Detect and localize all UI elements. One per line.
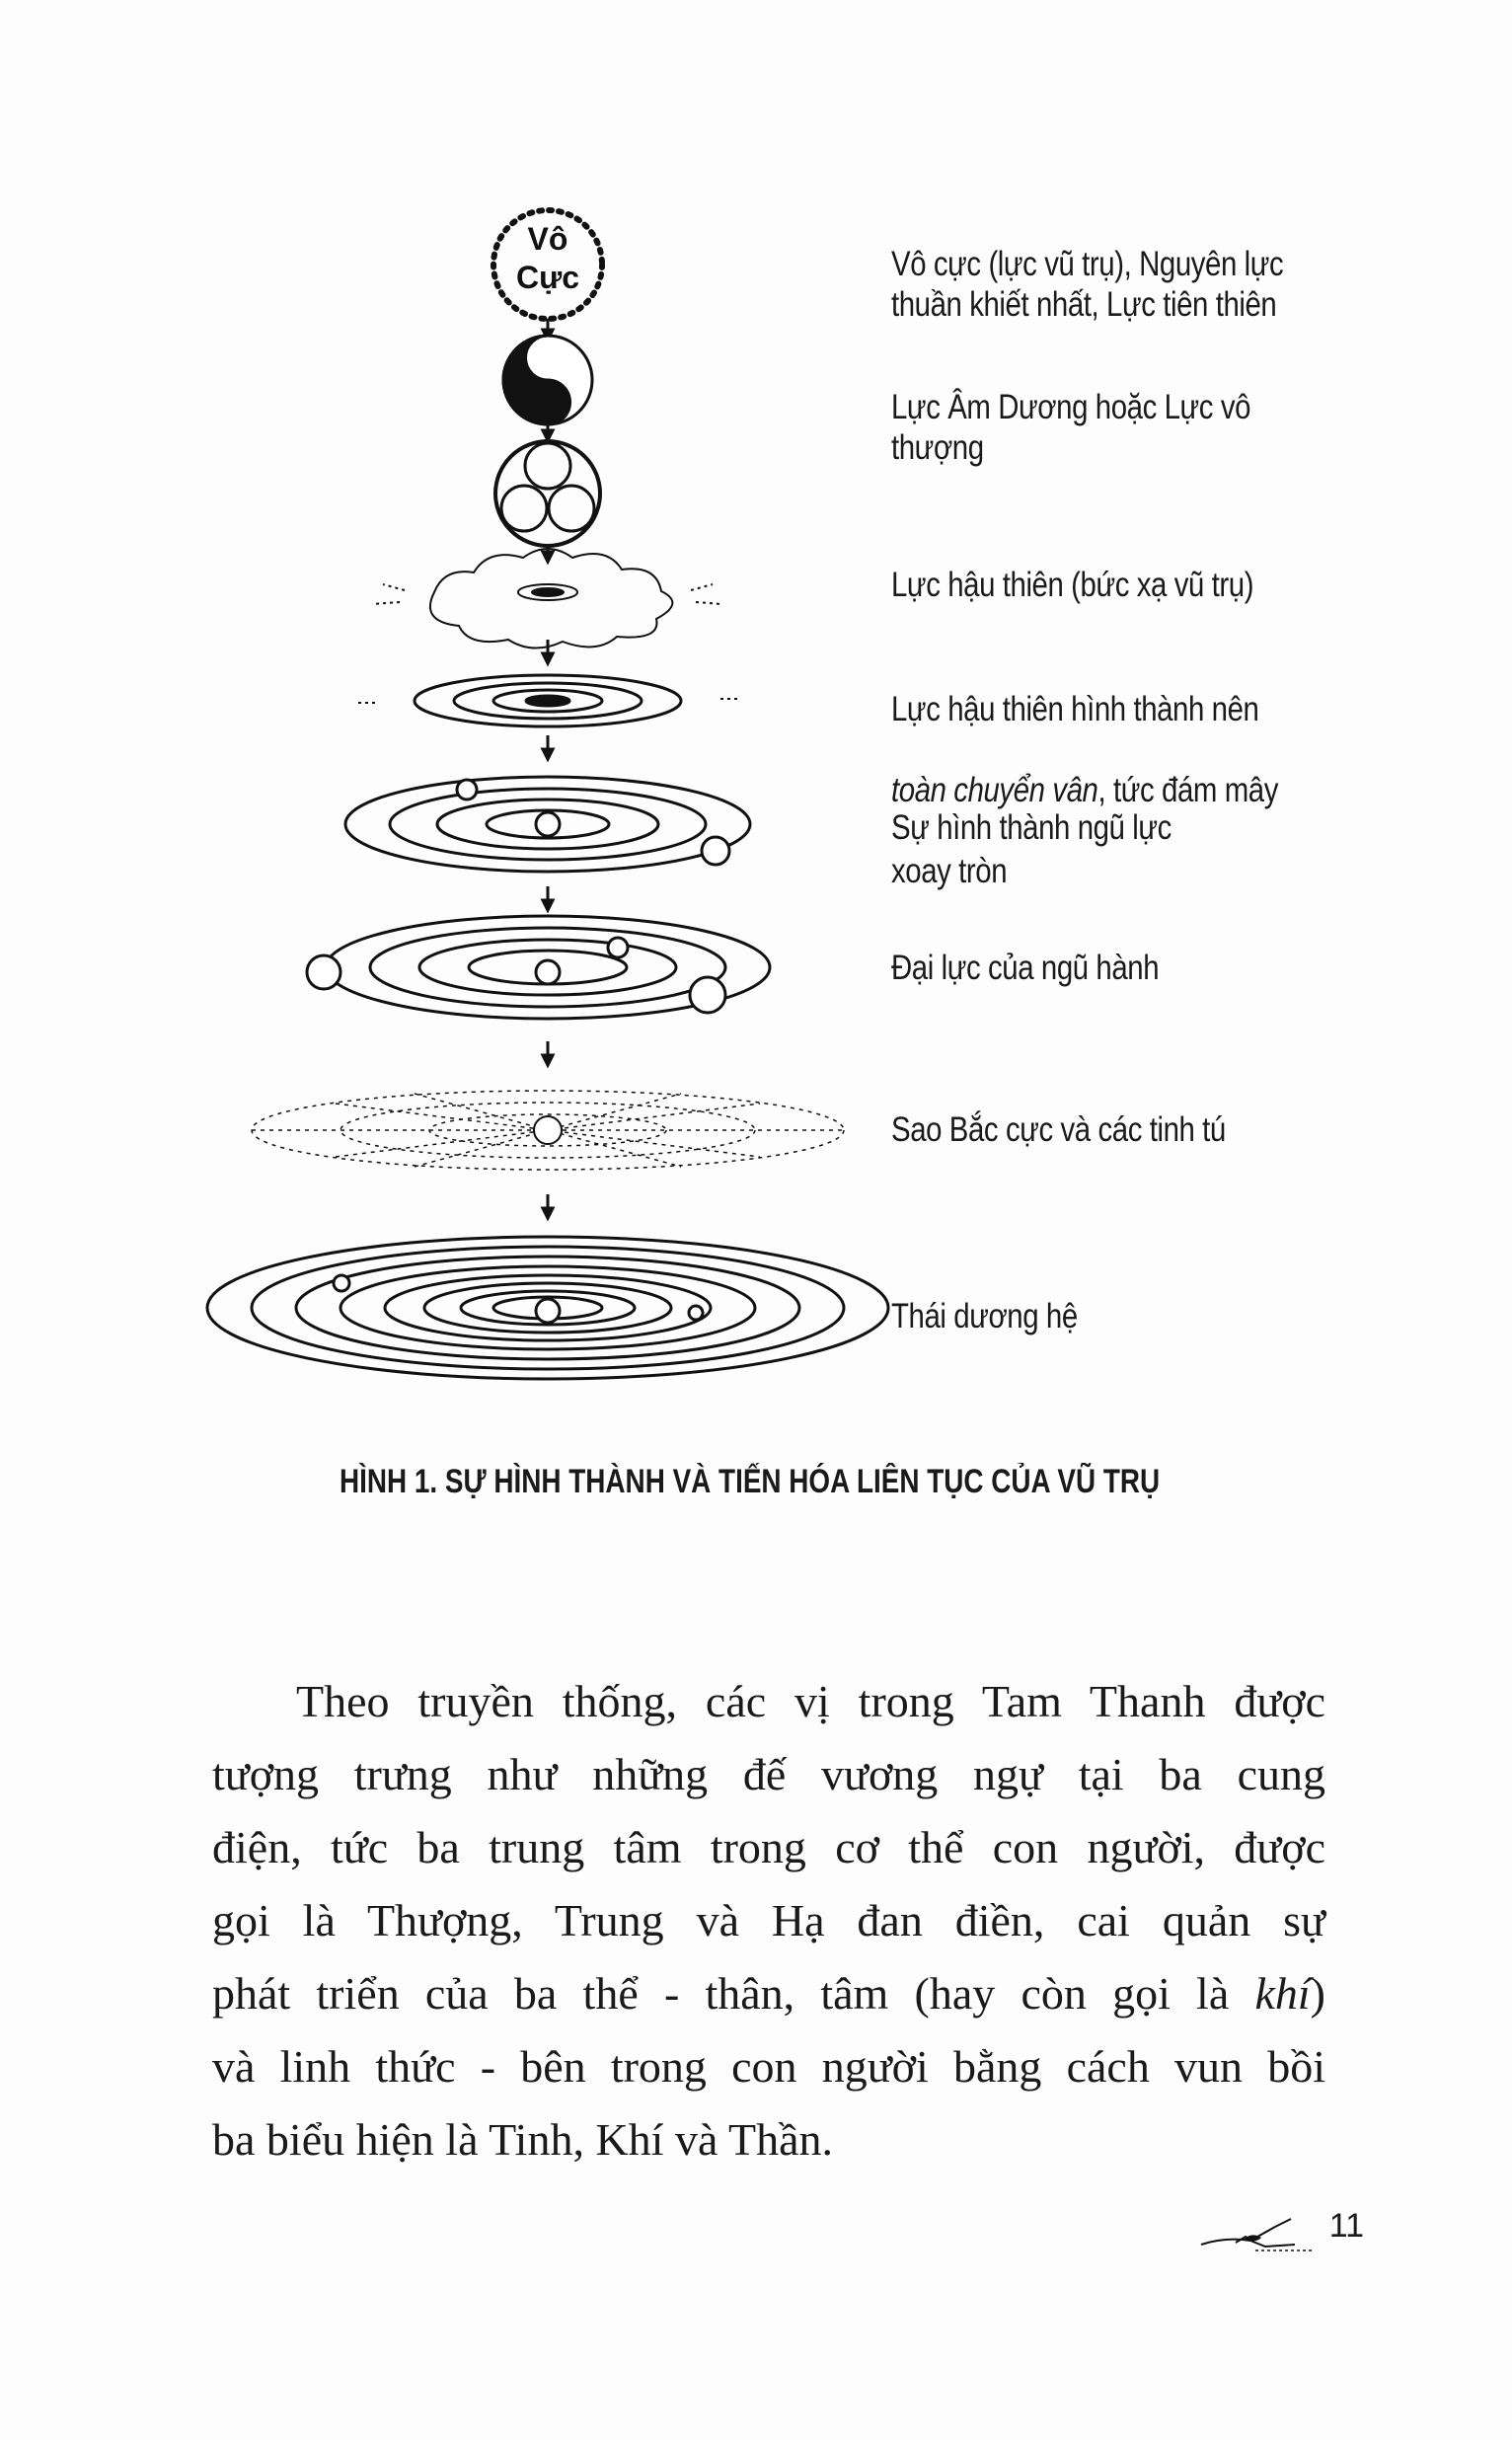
paragraph-italic-khi: khí — [1254, 1968, 1311, 2019]
caption-cloud-line3: xoay tròn — [891, 852, 1008, 890]
caption-pole-star: Sao Bắc cực và các tinh tú — [891, 1110, 1226, 1149]
crane-ornament-icon — [1196, 2207, 1315, 2256]
vo-cuc-node — [493, 210, 602, 319]
vo-cuc-label-2: Cực — [515, 260, 580, 295]
cosmic-evolution-diagram — [168, 178, 918, 1421]
paragraph-line-5a: phát triển của ba thể - thân, tâm (hay còn gọi là — [212, 1968, 1255, 2019]
three-forces-symbol — [495, 441, 600, 546]
paragraph-line: ba biểu hiện là Tinh, Khí và Thần. — [212, 2114, 834, 2165]
caption-cloud-line2: , tức đám mây — [1097, 771, 1278, 809]
figure-title: HÌNH 1. SỰ HÌNH THÀNH VÀ TIẾN HÓA LIÊN TỤC CỦA VŨ TRỤ — [340, 1463, 1161, 1500]
page-footer — [1196, 2207, 1374, 2256]
five-forces-symbol — [345, 777, 750, 872]
pole-star-symbol — [252, 1091, 844, 1170]
caption-cloud-italic: toàn chuyển vân — [891, 771, 1098, 809]
yin-yang-symbol — [503, 336, 592, 424]
paragraph-line: tượng trưng như những đế vương ngự tại ba cung — [212, 1749, 1325, 1799]
solar-system-symbol — [207, 1237, 888, 1379]
five-elements-symbol — [307, 916, 770, 1019]
caption-hau-thien: Lực hậu thiên (bức xạ vũ trụ) — [891, 566, 1254, 604]
caption-cloud-line1: Lực hậu thiên hình thành nên — [891, 690, 1259, 728]
paragraph-line-5b: ) — [1310, 1968, 1325, 2019]
paragraph-line: và linh thức - bên trong con người bằng cách vun bồi — [212, 2041, 1325, 2092]
caption-five-elements: Đại lực của ngũ hành — [891, 949, 1160, 987]
vo-cuc-label-1: Vô — [527, 221, 568, 257]
caption-solar-system: Thái dương hệ — [891, 1297, 1078, 1335]
caption-am-duong: Lực Âm Dương hoặc Lực vô thượng — [891, 388, 1251, 467]
caption-vo-cuc: Vô cực (lực vũ trụ), Nguyên lực thuần khiết nhất, Lực tiên thiên — [891, 245, 1284, 324]
cloud-radiation-symbol — [372, 549, 721, 648]
swirling-disc-symbol — [357, 675, 738, 726]
paragraph-line: gọi là Thượng, Trung và Hạ đan điền, cai quản sự — [212, 1895, 1325, 1945]
caption-five-forces: Sự hình thành ngũ lực — [891, 808, 1172, 847]
paragraph-line: Theo truyền thống, các vị trong Tam Thanh được — [296, 1676, 1325, 1726]
paragraph-line — [212, 1968, 1325, 2020]
paragraph-line: điện, tức ba trung tâm trong cơ thể con người, được — [212, 1822, 1325, 1872]
caption-cloud — [891, 648, 1355, 891]
page-number: 11 — [1328, 2207, 1364, 2245]
